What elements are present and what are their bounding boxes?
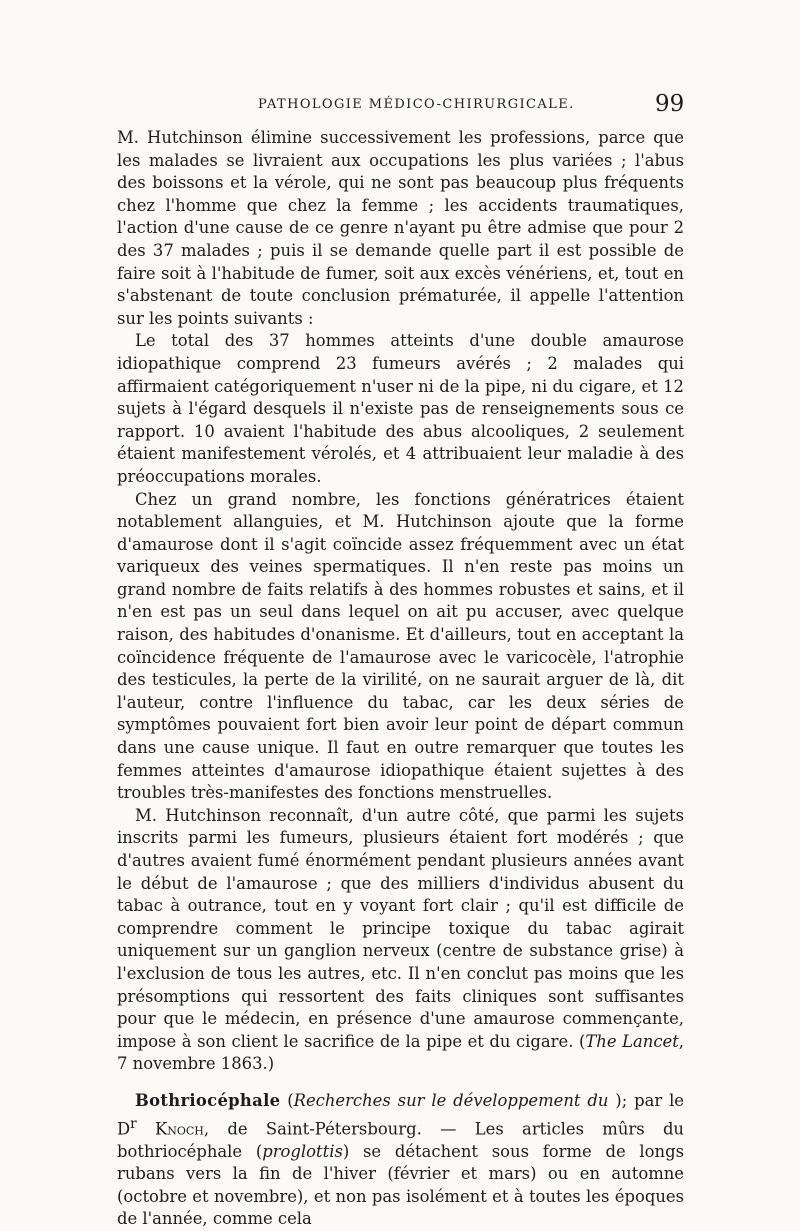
- section-space: [137, 1119, 155, 1138]
- section-rest: ) se détachent sous forme de longs rubans vers la fin de l'hiver (février et mars) ou en automne (octobre et novembre), et non pas isolément et à toutes les époques de l'année, comme cela: [117, 1141, 684, 1229]
- paragraph-2: Le total des 37 hommes atteints d'une double amaurose idiopathique comprend 23 fumeurs avérés ; 2 malades qui affirmaient catégoriquement n'user ni de la pipe, ni du cigare, et 12 sujets à l'égard desquels il n'existe pas de renseignements sous ce rapport. 10 avaient l'habitude des abus alcooliques, 2 seulement étaient manifestement vérolés, et 4 attribuaient leur maladie à des préoccupations morales.: [117, 331, 684, 486]
- paragraph-3: Chez un grand nombre, les fonctions génératrices étaient notablement allanguies, et M. Hutchinson ajoute que la forme d'amaurose dont il s'agit coïncide assez fréquemment avec un état variqueux des veines spermatiques. Il n'en reste pas moins un grand nombre de faits relatifs à des hommes robustes et sains, et il n'en est pas un seul dans lequel on ait pu accuser, avec quelque raison, des habitudes d'onanisme. Et d'ailleurs, tout en acceptant la coïncidence fréquente de l'amaurose avec le varicocèle, l'atrophie des testicules, la perte de la virilité, on ne saurait arguer de là, dit l'auteur, contre l'influence du tabac, car les deux séries de symptômes pouvaient fort bien avoir leur point de départ commun dans une cause unique. Il faut en outre remarquer que toutes les femmes atteintes d'amaurose idiopathique étaient sujettes à des troubles très-manifestes des fonctions menstruelles.: [117, 489, 684, 803]
- section-after-title: ); par le D: [117, 1090, 685, 1138]
- section-paragraph: [117, 1090, 684, 1231]
- journal-title: The Lancet: [585, 1031, 679, 1051]
- italic-term: proglottis: [262, 1141, 343, 1161]
- section-italic-title: Recherches sur le développement du: [293, 1090, 609, 1110]
- citation-date: , 7 novembre 1863.): [117, 1031, 685, 1074]
- section-after-author: , de Saint-Pétersbourg. — Les articles mûrs du bothriocéphale (: [117, 1119, 684, 1161]
- paragraph-4: [117, 805, 684, 1076]
- section-paren-open: (: [280, 1090, 294, 1110]
- page-number: 99: [655, 91, 685, 117]
- running-head: PATHOLOGIE MÉDICO-CHIRURGICALE.: [258, 97, 575, 112]
- body-text: [117, 127, 684, 1231]
- section-heading: Bothriocéphale: [135, 1090, 281, 1110]
- author-name: Knoch: [154, 1119, 204, 1138]
- doctor-superscript: r: [130, 1115, 137, 1132]
- paragraph-1: M. Hutchinson élimine successivement les professions, parce que les malades se livraient aux occupations les plus variées ; l'abus des boissons et la vérole, qui ne sont pas beaucoup plus fréquents chez l'homme que chez la femme ; les accidents traumatiques, l'action d'une cause de ce genre n'ayant pu être admise que pour 2 des 37 malades ; puis il se demande quelle part il est possible de faire soit à l'habitude de fumer, soit aux excès vénériens, et, tout en s'abstenant de toute conclusion prématurée, il appelle l'attention sur les points suivants :: [117, 128, 684, 328]
- page-header: [0, 91, 800, 122]
- paragraph-4-text: M. Hutchinson reconnaît, d'un autre côté, que parmi les sujets inscrits parmi les fumeurs, plusieurs étaient fort modérés ; que d'autres avaient fumé énormément pendant plusieurs années avant le début de l'amaurose ; que des milliers d'individus abusent du tabac à outrance, tout en y voyant fort clair ; qu'il est difficile de comprendre comment le principe toxique du tabac agirait uniquement sur un ganglion nerveux (centre de substance grise) à l'exclusion de tous les autres, etc. Il n'en conclut pas moins que les présomptions qui ressortent des faits cliniques sont suffisantes pour que le médecin, en présence d'une amaurose commençante, impose à son client le sacrifice de la pipe et du cigare. (: [117, 805, 684, 1051]
- section-gap: [117, 1076, 684, 1090]
